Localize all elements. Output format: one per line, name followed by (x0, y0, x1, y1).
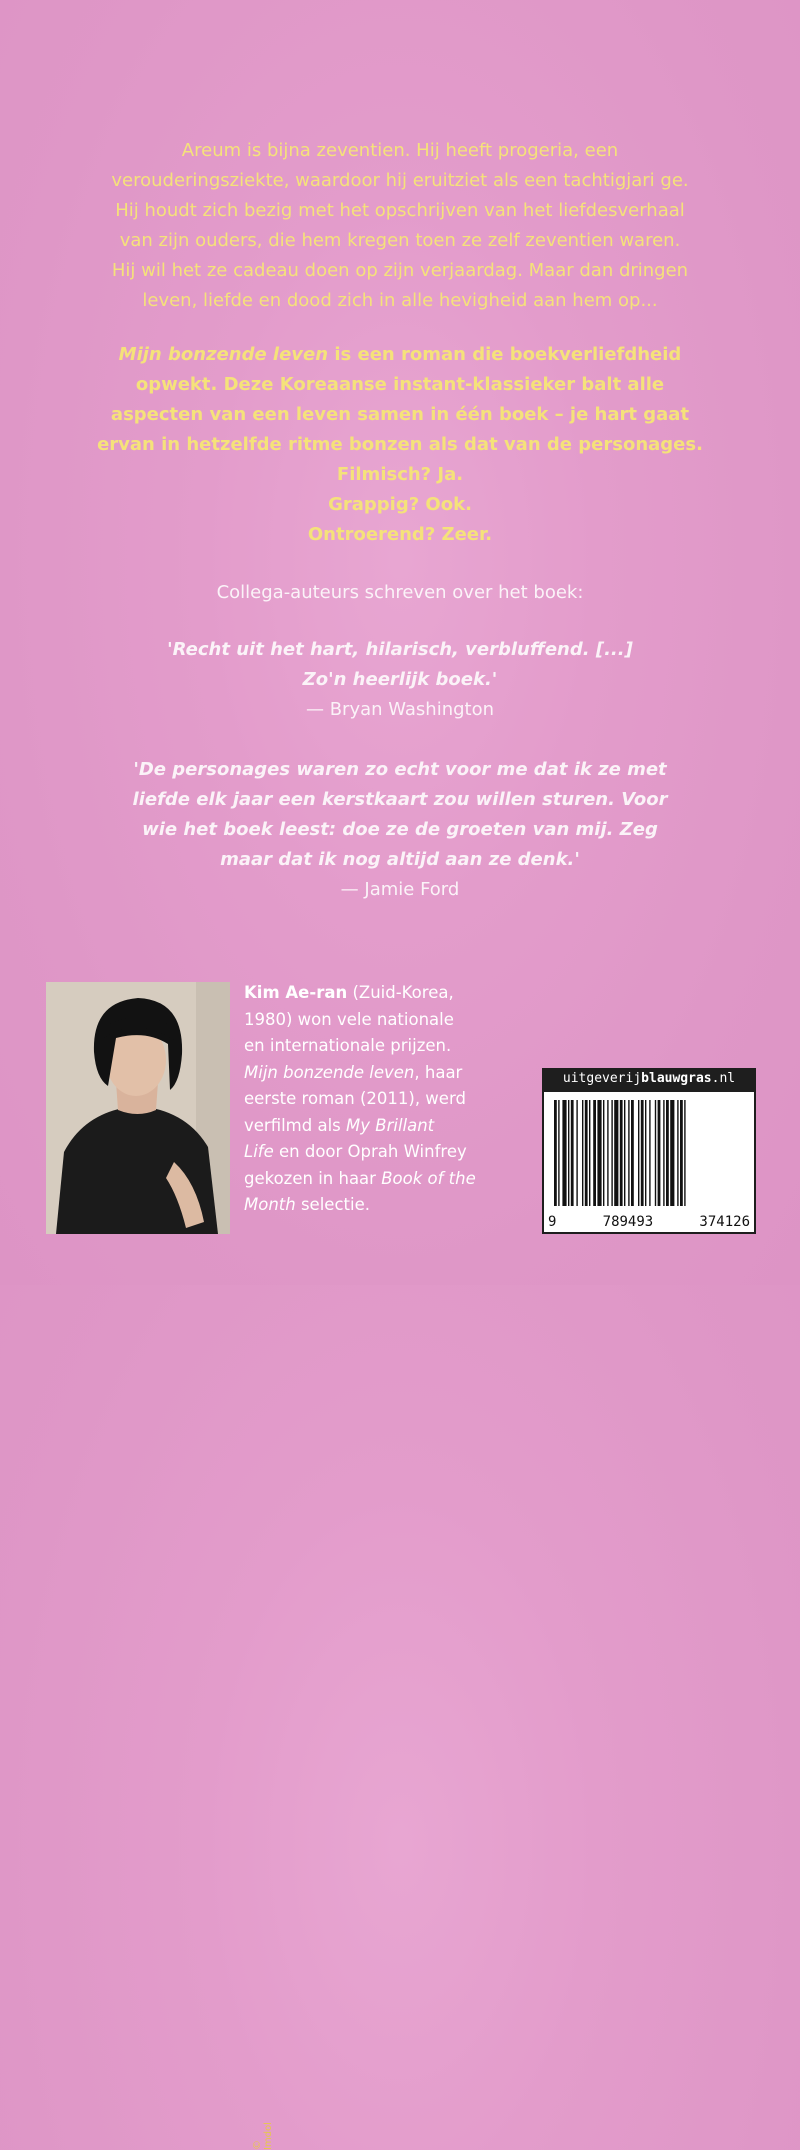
bio-line: gekozen in haar Book of the (244, 1168, 476, 1188)
barcode-bar (585, 1100, 588, 1206)
blurb-line: Hij wil het ze cadeau doen op zijn verjaardag. Maar dan dringen (111, 260, 689, 281)
blurb-line: opwekt. Deze Koreaanse instant-klassieker balt alle (135, 374, 665, 395)
barcode-bar (641, 1100, 644, 1206)
barcode-bar (684, 1100, 685, 1206)
bio-line: 1980) won vele nationale (244, 1009, 454, 1029)
barcode-bar (571, 1100, 574, 1206)
bio-line: Month selectie. (244, 1195, 370, 1214)
quote-jamie-ford (60, 755, 740, 905)
barcode-bar (611, 1100, 612, 1206)
photo-credit: © Imdol (252, 2122, 274, 2150)
barcode-bar (624, 1100, 625, 1206)
bio-line: verfilmd als My Brillant (244, 1115, 435, 1135)
bio-line: Life en door Oprah Winfrey (244, 1142, 467, 1161)
quote-line: 'Recht uit het hart, hilarisch, verbluffend. [...] (167, 639, 633, 660)
barcode-bar (670, 1100, 674, 1206)
quote-line: Zo'n heerlijk boek.' (302, 669, 498, 690)
barcode-bar (658, 1100, 661, 1206)
quote-line: maar dat ik nog altijd aan ze denk.' (220, 849, 580, 870)
quote-author: — Jamie Ford (340, 879, 460, 900)
barcode-bar (582, 1100, 583, 1206)
blurb-line: Areum is bijna zeventien. Hij heeft progeria, een (181, 140, 619, 161)
quote-author: — Bryan Washington (305, 699, 495, 720)
bio-line: eerste roman (2011), werd (244, 1089, 466, 1108)
publisher-url: uitgeverijblauwgras.nl (542, 1068, 756, 1090)
barcode-bars (544, 1092, 754, 1212)
blurb-line: Grappig? Ook. (328, 494, 472, 515)
blurb-line: Mijn bonzende leven is een roman die boekverliefdheid (118, 344, 682, 365)
quote-bryan-washington (60, 635, 740, 725)
quote-line: wie het boek leest: doe ze de groeten van mij. Zeg (142, 819, 658, 840)
barcode-bar (593, 1100, 596, 1206)
barcode-bar (677, 1100, 678, 1206)
barcode-bar (649, 1100, 650, 1206)
barcode-bar (568, 1100, 569, 1206)
book-title: Mijn bonzende leven (118, 344, 329, 365)
barcode-bar (607, 1100, 608, 1206)
bio-line: Kim Ae-ran (Zuid-Korea, (244, 983, 454, 1002)
quote-line: liefde elk jaar een kerstkaart zou willen sturen. Voor (132, 789, 668, 810)
author-name: Kim Ae-ran (244, 983, 348, 1002)
quote-line: 'De personages waren zo echt voor me dat ik ze met (133, 759, 667, 780)
blurb-line: Ontroerend? Zeer. (307, 524, 493, 545)
barcode-bar (631, 1100, 634, 1206)
barcode-bar (638, 1100, 639, 1206)
barcode-bar (562, 1100, 566, 1206)
barcode-bar (603, 1100, 604, 1206)
barcode-bar (645, 1100, 646, 1206)
author-portrait-illustration (46, 982, 230, 1234)
blurb-line: aspecten van een leven samen in één boek – je hart gaat (110, 404, 690, 425)
blurb-paragraph-2 (60, 340, 740, 550)
author-photo (46, 982, 274, 2150)
barcode-bar (554, 1100, 557, 1206)
barcode-bar (576, 1100, 577, 1206)
barcode-bar (589, 1100, 590, 1206)
barcode-bar (663, 1100, 664, 1206)
barcode-bar (666, 1100, 669, 1206)
barcode-digits: 9 789493 374126 (548, 1214, 750, 1230)
blurb-line: leven, liefde en dood zich in alle hevigheid aan hem op... (142, 290, 658, 311)
bio-line: Mijn bonzende leven, haar (244, 1062, 463, 1082)
barcode-bar (558, 1100, 559, 1206)
blurb-paragraph-1 (60, 136, 740, 316)
barcode-bar (628, 1100, 629, 1206)
barcode-bar (680, 1100, 683, 1206)
blurb-line: verouderingsziekte, waardoor hij eruitziet als een tachtigjari ge. (111, 170, 689, 191)
quotes-intro: Collega-auteurs schreven over het boek: (216, 582, 584, 603)
isbn-barcode (542, 1090, 756, 1234)
barcode-bar (620, 1100, 623, 1206)
barcode-bar (655, 1100, 656, 1206)
blurb-line: Filmisch? Ja. (336, 464, 464, 485)
blurb-line: Hij houdt zich bezig met het opschrijven van het liefdesverhaal (115, 200, 685, 221)
blurb-line: ervan in hetzelfde ritme bonzen als dat van de personages. (97, 434, 703, 455)
barcode-bar (614, 1100, 618, 1206)
barcode-bar (597, 1100, 601, 1206)
blurb-line: van zijn ouders, die hem kregen toen ze zelf zeventien waren. (119, 230, 681, 251)
author-bio (244, 980, 514, 1219)
bio-line: en internationale prijzen. (244, 1036, 452, 1055)
